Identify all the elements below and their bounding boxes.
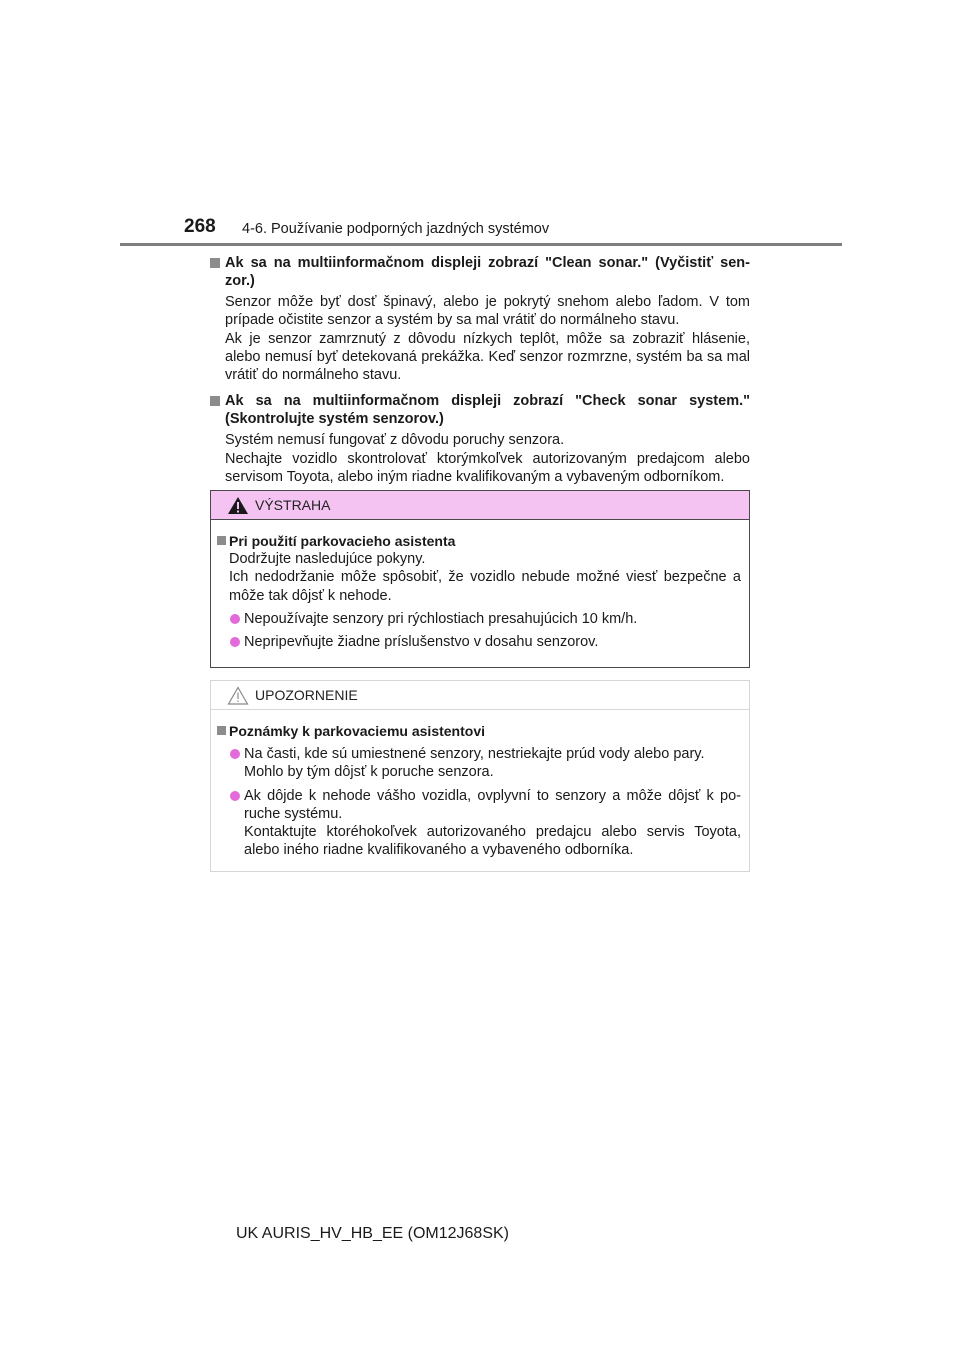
entry-clean-sonar [210,254,750,384]
square-bullet-icon [210,258,220,268]
notice-heading-text: Poznámky k parkovaciemu asistentovi [229,723,485,739]
paragraph: Nechajte vozidlo skontrolovať ktorýmkoľvek autorizovaným predajcom alebo servisom Toyota, alebo iným riadne kvalifikovaným a vybaveným odborníkom. [225,450,750,486]
notice-box-header [211,681,749,710]
warning-box-body [211,520,749,651]
entry-heading [210,254,750,290]
bullet-text: Kontaktujte ktoréhokoľvek autorizovaného predajcu alebo servis Toyota, alebo iného riadne kvalifikovaného a vybaveného odborníka. [244,824,741,859]
paragraph: Systém nemusí fungovať z dôvodu poruchy senzora. [225,432,565,449]
warning-text [217,550,741,605]
round-bullet-icon [230,749,240,759]
bullet-text: Na časti, kde sú umiestnené senzory, nestriekajte prúd vody alebo pary. [244,746,705,762]
notice-box [210,680,750,872]
notice-bullet [217,787,741,860]
notice-bullet [217,745,741,782]
page-number: 268 [184,216,216,237]
warning-bullet [217,610,741,628]
entry-body [210,431,750,486]
bullet-text: Ak dôjde k nehode vášho vozidla, ovplyvní to senzory a môže dôjsť k po-ruche systému. [244,787,741,822]
bullet-text: Nepoužívajte senzory pri rýchlostiach presahujúcich 10 km/h. [244,610,638,627]
entry-title: Ak sa na multiinformačnom displeji zobrazí "Clean sonar." (Vyčistiť sen-zor.) [225,255,750,289]
warning-heading [217,532,741,550]
entry-check-sonar [210,392,750,486]
paragraph: Dodržujte nasledujúce pokyny. [229,551,426,567]
caution-triangle-outline-icon [227,686,249,705]
bullet-text: Nepripevňujte žiadne príslušenstvo v dosahu senzorov. [244,634,599,651]
square-bullet-icon [217,536,226,545]
warning-bullet [217,633,741,651]
warning-box-header [211,491,749,520]
bullet-text: Mohlo by tým dôjsť k poruche senzora. [244,764,494,781]
warning-heading-text: Pri použití parkovacieho asistenta [229,533,456,549]
paragraph: Ak je senzor zamrznutý z dôvodu nízkych teplôt, môže sa zobraziť hlásenie, alebo nemusí byť detekovaná prekážka. Keď senzor rozmrzne, systém ba sa mal vrátiť do normálneho stavu. [225,330,750,384]
main-content [210,254,750,494]
warning-triangle-icon [227,496,249,515]
header-divider [120,243,842,246]
entry-title: Ak sa na multiinformačnom displeji zobrazí "Check sonar system." (Skontrolujte systém senzorov.) [225,393,750,428]
warning-label: VÝSTRAHA [255,497,331,513]
paragraph: Ich nedodržanie môže spôsobiť, že vozidlo nebude možné viesť bezpečne a môže tak dôjsť k nehode. [229,569,741,604]
section-title: 4-6. Používanie podporných jazdných systémov [242,221,550,237]
paragraph: Senzor môže byť dosť špinavý, alebo je pokrytý snehom alebo ľadom. V tom prípade očistite senzor a systém by sa mal vrátiť do normálneho stavu. [225,294,750,329]
square-bullet-icon [217,726,226,735]
notice-box-body [211,710,749,860]
round-bullet-icon [230,614,240,624]
warning-box [210,490,750,668]
round-bullet-icon [230,637,240,647]
square-bullet-icon [210,396,220,406]
entry-body [210,293,750,384]
model-code-footer: UK AURIS_HV_HB_EE (OM12J68SK) [236,1225,509,1242]
entry-heading [210,392,750,428]
round-bullet-icon [230,791,240,801]
notice-heading [217,722,741,740]
notice-label: UPOZORNENIE [255,687,358,703]
